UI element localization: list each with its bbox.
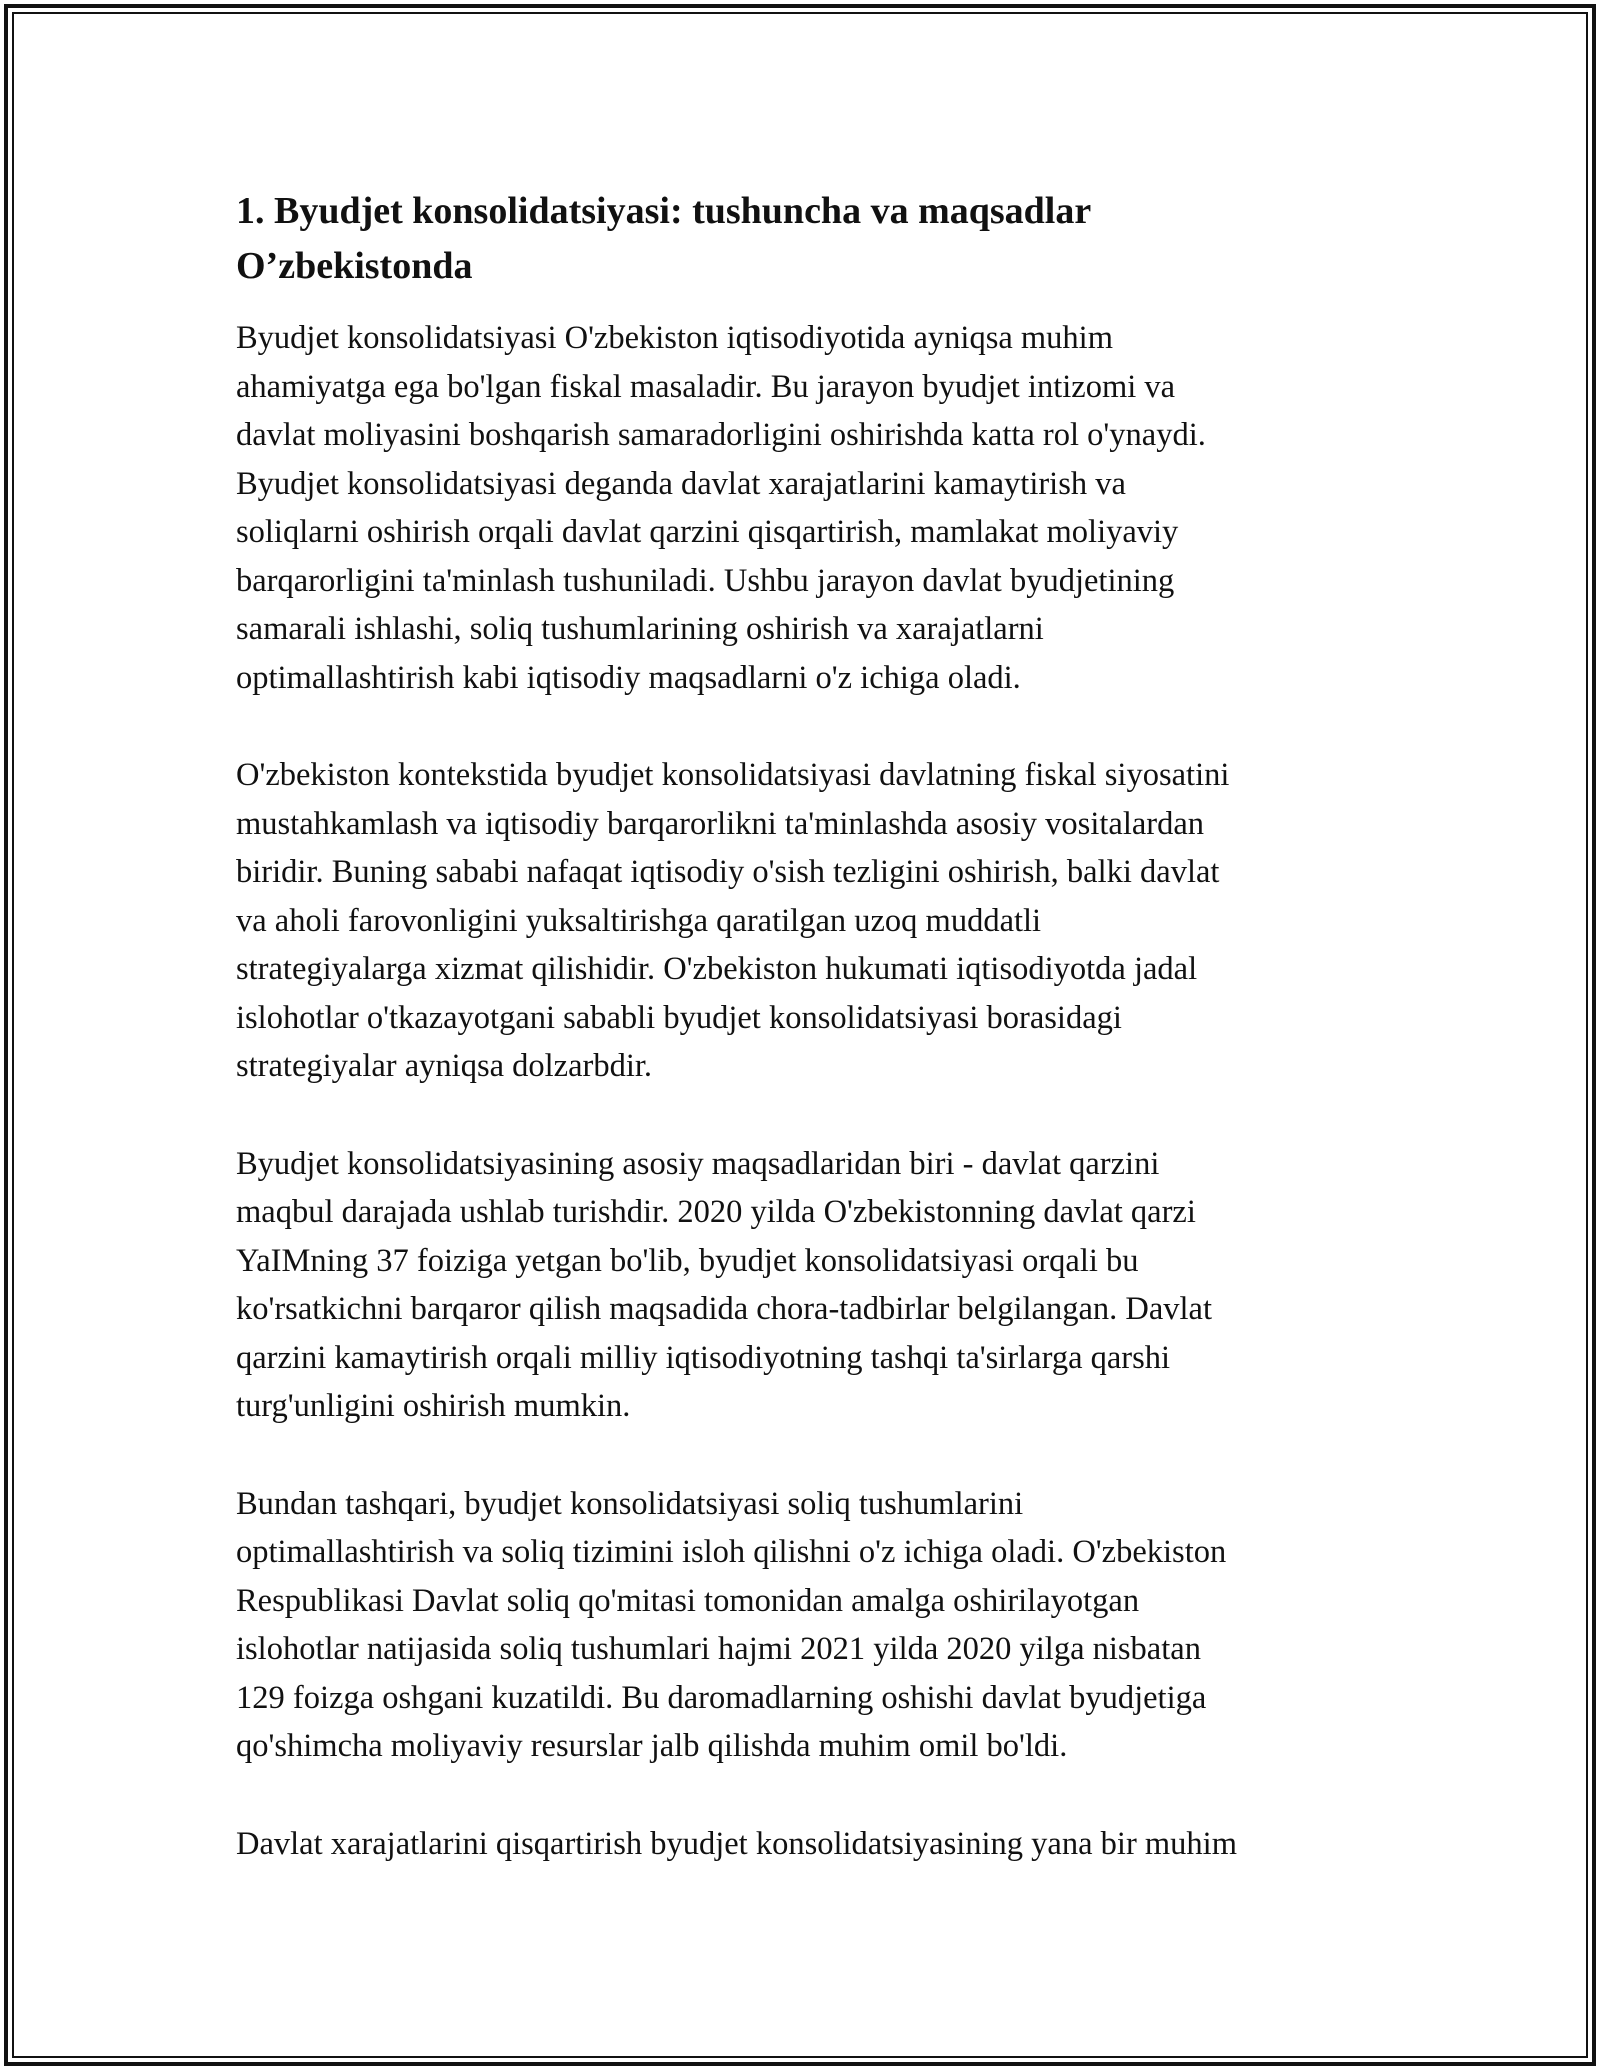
paragraph-3 bbox=[236, 1140, 1366, 1431]
text-line: optimallashtirish kabi iqtisodiy maqsadlarni o'z ichiga oladi. bbox=[236, 659, 1021, 696]
text-line: Respublikasi Davlat soliq qo'mitasi tomonidan amalga oshirilayotgan bbox=[236, 1582, 1140, 1619]
heading-line: 1. Byudjet konsolidatsiyasi: tushuncha va maqsadlar bbox=[236, 190, 1092, 232]
text-line: optimallashtirish va soliq tizimini isloh qilishni o'z ichiga oladi. O'zbekiston bbox=[236, 1534, 1227, 1570]
text-line: islohotlar o'tkazayotgani sababli byudjet konsolidatsiyasi borasidagi bbox=[236, 999, 1122, 1036]
text-line: ko'rsatkichni barqaror qilish maqsadida chora-tadbirlar belgilangan. Davlat bbox=[236, 1291, 1212, 1327]
text-line: Davlat xarajatlarini qisqartirish byudjet konsolidatsiyasining yana bir muhim bbox=[236, 1825, 1237, 1862]
text-line: qo'shimcha moliyaviy resurslar jalb qilishda muhim omil bo'ldi. bbox=[236, 1728, 1068, 1764]
text-line: Byudjet konsolidatsiyasi O'zbekiston iqtisodiyotida ayniqsa muhim bbox=[236, 320, 1113, 356]
text-line: islohotlar natijasida soliq tushumlari hajmi 2021 yilda 2020 yilga nisbatan bbox=[236, 1631, 1201, 1667]
heading-line: O’zbekistonda bbox=[236, 245, 473, 287]
section-heading bbox=[236, 184, 1366, 294]
text-line: barqarorligini ta'minlash tushuniladi. Ushbu jarayon davlat byudjetining bbox=[236, 562, 1175, 599]
text-line: qarzini kamaytirish orqali milliy iqtisodiyotning tashqi ta'sirlarga qarshi bbox=[236, 1339, 1171, 1376]
text-line: samarali ishlashi, soliq tushumlarining oshirish va xarajatlarni bbox=[236, 611, 1044, 647]
text-line: davlat moliyasini boshqarish samaradorligini oshirishda katta rol o'ynaydi. bbox=[236, 417, 1206, 453]
paragraphs bbox=[236, 314, 1366, 1868]
text-line: maqbul darajada ushlab turishdir. 2020 yilda O'zbekistonning davlat qarzi bbox=[236, 1194, 1196, 1230]
text-line: 129 foizga oshgani kuzatildi. Bu daromadlarning oshishi davlat byudjetiga bbox=[236, 1679, 1207, 1716]
text-line: Bundan tashqari, byudjet konsolidatsiyasi soliq tushumlarini bbox=[236, 1485, 1024, 1522]
text-line: biridir. Buning sababi nafaqat iqtisodiy o'sish tezligini oshirish, balki davlat bbox=[236, 854, 1220, 890]
text-line: strategiyalar ayniqsa dolzarbdir. bbox=[236, 1048, 653, 1084]
paragraph-2 bbox=[236, 751, 1366, 1091]
paragraph-1 bbox=[236, 314, 1366, 702]
text-line: YaIMning 37 foiziga yetgan bo'lib, byudjet konsolidatsiyasi orqali bu bbox=[236, 1242, 1139, 1279]
text-line: turg'unligini oshirish mumkin. bbox=[236, 1388, 631, 1424]
text-line: mustahkamlash va iqtisodiy barqarorlikni ta'minlashda asosiy vositalardan bbox=[236, 805, 1205, 842]
text-line: soliqlarni oshirish orqali davlat qarzini qisqartirish, mamlakat moliyaviy bbox=[236, 514, 1179, 550]
paragraph-5 bbox=[236, 1820, 1366, 1869]
text-line: Byudjet konsolidatsiyasi deganda davlat xarajatlarini kamaytirish va bbox=[236, 465, 1126, 502]
paragraph-4 bbox=[236, 1480, 1366, 1771]
text-line: O'zbekiston kontekstida byudjet konsolidatsiyasi davlatning fiskal siyosatini bbox=[236, 757, 1230, 793]
text-line: va aholi farovonligini yuksaltirishga qaratilgan uzoq muddatli bbox=[236, 902, 1042, 939]
text-line: ahamiyatga ega bo'lgan fiskal masaladir. Bu jarayon byudjet intizomi va bbox=[236, 368, 1176, 405]
text-line: Byudjet konsolidatsiyasining asosiy maqsadlaridan biri - davlat qarzini bbox=[236, 1145, 1160, 1182]
document-body bbox=[236, 184, 1366, 1917]
text-line: strategiyalarga xizmat qilishidir. O'zbekiston hukumati iqtisodiyotda jadal bbox=[236, 951, 1198, 987]
